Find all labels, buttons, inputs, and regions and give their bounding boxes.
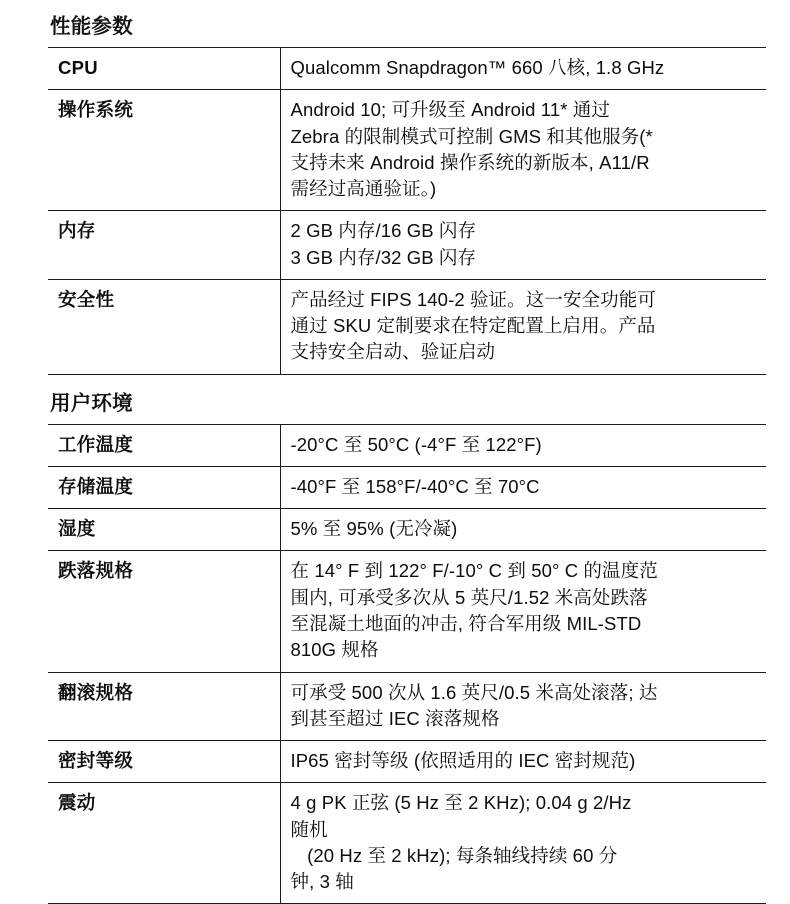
spec-value-line: Zebra 的限制模式可控制 GMS 和其他服务(* — [290, 125, 653, 147]
spec-label: 内存 — [48, 211, 280, 280]
spec-label: 工作温度 — [48, 424, 280, 466]
table-row — [48, 466, 766, 508]
spec-label: 震动 — [48, 783, 280, 904]
section-title-user-environment: 用户环境 — [50, 391, 133, 415]
spec-value-line: 2 GB 内存/16 GB 闪存 — [290, 220, 477, 242]
spec-value — [280, 741, 766, 783]
spec-value — [280, 509, 766, 551]
table-row — [48, 90, 766, 211]
spec-value-line: 围内, 可承受多次从 5 英尺/1.52 米高处跌落 — [290, 586, 648, 608]
table-row — [48, 509, 766, 551]
performance-table-wrapper — [48, 47, 766, 375]
table-row — [48, 48, 766, 90]
spec-value-line: 至混凝土地面的冲击, 符合军用级 MIL-STD — [290, 612, 642, 634]
spec-value-line: Qualcomm Snapdragon™ 660 八核, 1.8 GHz — [290, 57, 665, 78]
spec-value — [280, 551, 766, 672]
spec-value-line: 需经过高通验证。) — [290, 178, 437, 200]
table-row — [48, 211, 766, 280]
spec-label: 安全性 — [48, 279, 280, 374]
user-environment-spec-table — [48, 424, 766, 904]
spec-value — [280, 783, 766, 904]
performance-spec-table — [48, 47, 766, 375]
spec-label: 湿度 — [48, 509, 280, 551]
table-row — [48, 783, 766, 904]
table-row — [48, 672, 766, 741]
spec-label: 跌落规格 — [48, 551, 280, 672]
spec-value-line: (20 Hz 至 2 kHz); 每条轴线持续 60 分 — [307, 844, 618, 866]
spec-value-line: 在 14° F 到 122° F/-10° C 到 50° C 的温度范 — [290, 560, 658, 582]
spec-value-line: 810G 规格 — [290, 639, 379, 661]
spec-value-line: 5% 至 95% (无冷凝) — [290, 518, 458, 540]
spec-label: CPU — [48, 48, 280, 90]
table-row — [48, 741, 766, 783]
user-environment-table-wrapper — [48, 424, 766, 904]
spec-value-line: IP65 密封等级 (依照适用的 IEC 密封规范) — [290, 750, 636, 772]
spec-label: 翻滚规格 — [48, 672, 280, 741]
spec-value-line: 产品经过 FIPS 140-2 验证。这一安全功能可 — [290, 288, 656, 310]
table-row — [48, 551, 766, 672]
spec-value-line: 到甚至超过 IEC 滚落规格 — [290, 707, 500, 729]
spec-value-line: 3 GB 内存/32 GB 闪存 — [290, 246, 477, 268]
spec-label: 操作系统 — [48, 90, 280, 211]
spec-value — [280, 424, 766, 466]
spec-value-line: 4 g PK 正弦 (5 Hz 至 2 KHz); 0.04 g 2/Hz — [290, 792, 632, 814]
spec-value — [280, 672, 766, 741]
spec-value-line: 支持未来 Android 操作系统的新版本, A11/R — [290, 151, 650, 173]
spec-value-line: 钟, 3 轴 — [290, 871, 354, 893]
spec-value-line: -20°C 至 50°C (-4°F 至 122°F) — [290, 433, 542, 455]
spec-label: 存储温度 — [48, 466, 280, 508]
table-row — [48, 279, 766, 374]
spec-value-line: 可承受 500 次从 1.6 英尺/0.5 米高处滚落; 达 — [290, 681, 658, 703]
spec-value-line: 随机 — [290, 818, 328, 840]
spec-value-line: 通过 SKU 定制要求在特定配置上启用。产品 — [290, 315, 656, 337]
spec-value — [280, 90, 766, 211]
spec-value-line: 支持安全启动、验证启动 — [290, 341, 496, 363]
spec-value — [280, 211, 766, 280]
spec-value — [280, 279, 766, 374]
spec-value-line: -40°F 至 158°F/-40°C 至 70°C — [290, 475, 540, 497]
table-row — [48, 424, 766, 466]
spec-value — [280, 466, 766, 508]
spec-label: 密封等级 — [48, 741, 280, 783]
section-title-performance: 性能参数 — [50, 15, 133, 38]
spec-value-line: Android 10; 可升级至 Android 11* 通过 — [290, 99, 610, 121]
spec-value — [280, 48, 766, 90]
